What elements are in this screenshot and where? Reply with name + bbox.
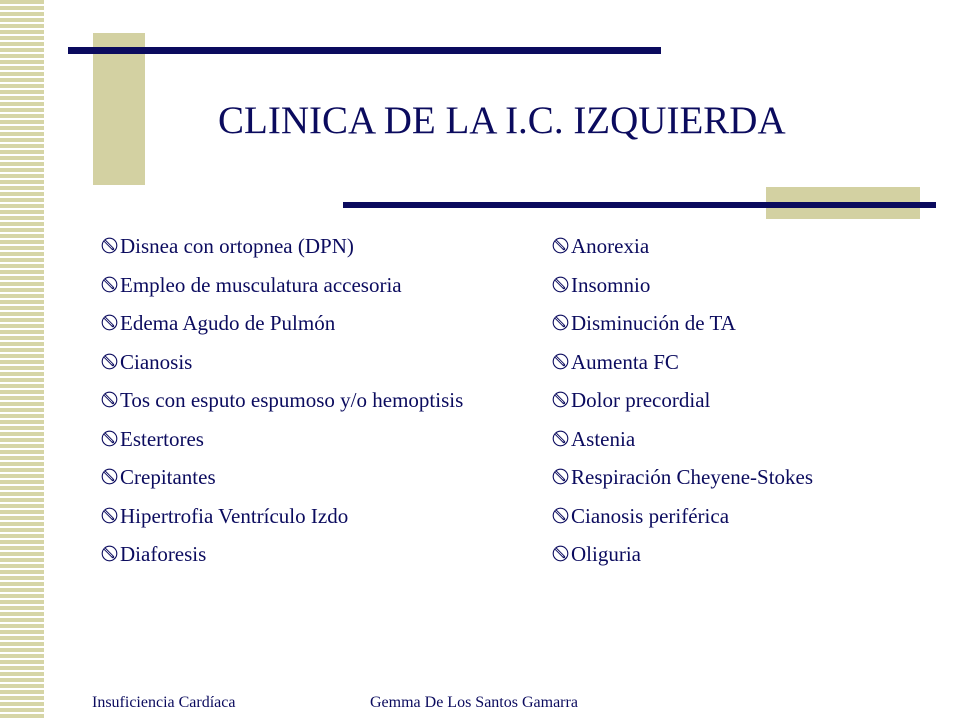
left-stripe-decoration: [0, 0, 44, 720]
list-item-label: Respiración Cheyene-Stokes: [571, 465, 814, 489]
pencil-circle-icon: [101, 543, 118, 560]
navy-line-mid-decoration: [343, 202, 936, 208]
pencil-circle-icon: [552, 351, 569, 368]
list-item-label: Dolor precordial: [571, 388, 711, 412]
right-symptom-list: [552, 234, 932, 581]
list-item: [101, 350, 531, 374]
pencil-circle-icon: [552, 543, 569, 560]
list-item: [552, 504, 932, 528]
list-item-label: Hipertrofia Ventrículo Izdo: [120, 503, 349, 528]
list-item-label: Insomnio: [571, 272, 651, 297]
pencil-circle-icon: [101, 351, 118, 368]
list-item: [552, 273, 932, 297]
list-item-label: Tos con esputo espumoso y/o hemoptisis: [120, 388, 464, 412]
pencil-circle-icon: [552, 466, 569, 483]
pencil-circle-icon: [101, 428, 118, 445]
list-item: [552, 311, 932, 335]
list-item: [552, 542, 932, 566]
list-item-label: Empleo de musculatura accesoria: [120, 272, 402, 297]
list-item-label: Disminución de TA: [571, 311, 736, 335]
pencil-circle-icon: [101, 312, 118, 329]
list-item-label: Cianosis periférica: [571, 503, 730, 528]
list-item-label: Estertores: [120, 426, 204, 451]
list-item-label: Disnea con ortopnea (DPN): [120, 234, 354, 258]
footer-topic: Insuficiencia Cardíaca: [92, 694, 236, 711]
olive-block-top-decoration: [93, 33, 145, 185]
pencil-circle-icon: [552, 312, 569, 329]
list-item-label: Diaforesis: [120, 542, 207, 566]
list-item: [101, 465, 531, 489]
left-symptom-list: [101, 234, 531, 581]
pencil-circle-icon: [552, 428, 569, 445]
list-item: [552, 465, 932, 489]
footer-author: Gemma De Los Santos Gamarra: [370, 694, 578, 711]
list-item: [552, 350, 932, 374]
pencil-circle-icon: [552, 235, 569, 252]
list-item: [101, 427, 531, 451]
list-item: [552, 234, 932, 258]
pencil-circle-icon: [101, 466, 118, 483]
navy-line-top-decoration: [68, 47, 661, 54]
pencil-circle-icon: [101, 389, 118, 406]
list-item-label: Oliguria: [571, 542, 641, 566]
list-item-label: Astenia: [571, 426, 636, 451]
list-item-label: Cianosis: [120, 349, 193, 374]
pencil-circle-icon: [101, 235, 118, 252]
pencil-circle-icon: [101, 505, 118, 522]
list-item-label: Anorexia: [571, 234, 650, 258]
list-item-label: Crepitantes: [120, 465, 216, 489]
list-item: [101, 504, 531, 528]
list-item: [101, 311, 531, 335]
list-item: [552, 388, 932, 412]
list-item-label: Aumenta FC: [571, 349, 679, 374]
pencil-circle-icon: [552, 274, 569, 291]
pencil-circle-icon: [101, 274, 118, 291]
slide-title: CLINICA DE LA I.C. IZQUIERDA: [218, 99, 786, 142]
list-item: [101, 542, 531, 566]
pencil-circle-icon: [552, 505, 569, 522]
list-item: [101, 388, 531, 412]
list-item: [101, 273, 531, 297]
list-item: [552, 427, 932, 451]
pencil-circle-icon: [552, 389, 569, 406]
list-item-label: Edema Agudo de Pulmón: [120, 311, 336, 335]
list-item: [101, 234, 531, 258]
